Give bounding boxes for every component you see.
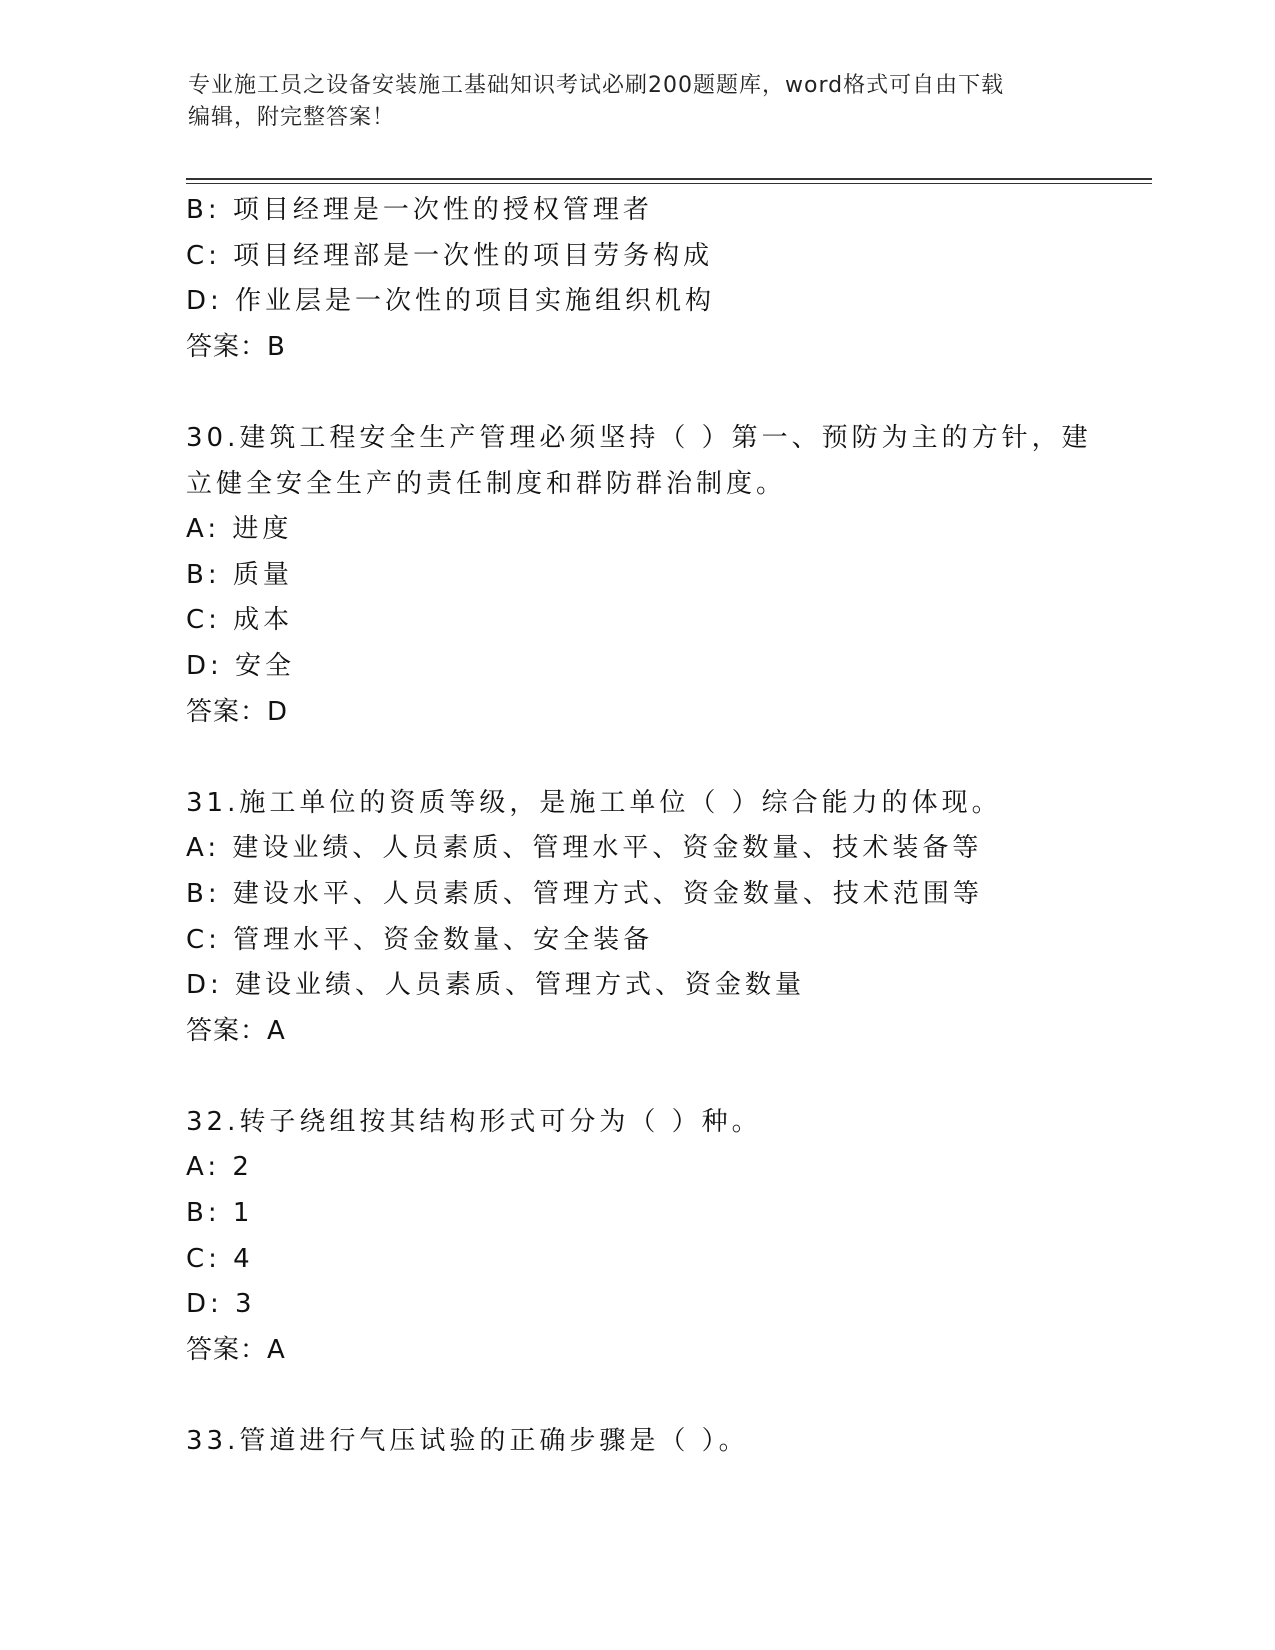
option-d: D: 作业层是一次性的项目实施组织机构 — [186, 286, 716, 317]
option-b: B: 项目经理是一次性的授权管理者 — [186, 195, 653, 225]
header-line-2: 编辑，附完整答案！ — [188, 105, 396, 130]
answer-line: 答案：D — [186, 696, 289, 727]
question-text-line: 32.转子绕组按其结构形式可分为（ ）种。 — [186, 1106, 762, 1137]
header-line-1: 专业施工员之设备安装施工基础知识考试必刷200题题库，word格式可自由下载 — [188, 73, 1005, 98]
header-divider-thick — [186, 178, 1152, 180]
option-b: B: 1 — [186, 1198, 254, 1229]
spacer — [186, 1373, 1086, 1419]
header-divider-thin — [186, 183, 1152, 184]
question-block-32 — [186, 1100, 1086, 1374]
question-block-29-tail — [186, 188, 1086, 370]
answer-line: 答案：A — [186, 1015, 286, 1046]
option-b: B: 质量 — [186, 559, 293, 590]
question-text-line: 31.施工单位的资质等级，是施工单位（ ）综合能力的体现。 — [186, 787, 1002, 818]
option-c: C: 管理水平、资金数量、安全装备 — [186, 924, 654, 955]
document-header — [188, 70, 1068, 134]
spacer — [186, 370, 1086, 416]
option-a: A: 建设业绩、人员素质、管理水平、资金数量、技术装备等 — [186, 833, 983, 864]
option-c: C: 成本 — [186, 605, 294, 636]
question-text-line: 33.管道进行气压试验的正确步骤是（ ）。 — [186, 1426, 749, 1457]
question-block-31 — [186, 781, 1086, 1055]
option-d: D: 建设业绩、人员素质、管理方式、资金数量 — [186, 970, 806, 1001]
question-list — [186, 188, 1092, 1465]
answer-line: 答案：A — [186, 1334, 286, 1365]
option-d: D: 3 — [186, 1289, 256, 1320]
option-d: D: 安全 — [186, 650, 296, 681]
spacer — [186, 735, 1086, 781]
option-c: C: 4 — [186, 1243, 254, 1274]
question-text-line: 30.建筑工程安全生产管理必须坚持（ ）第一、预防为主的方针，建 — [186, 422, 1092, 453]
answer-line: 答案：B — [186, 331, 286, 362]
option-a: A: 进度 — [186, 514, 293, 545]
question-text-line: 立健全安全生产的责任制度和群防群治制度。 — [186, 468, 787, 499]
spacer — [186, 1054, 1086, 1100]
option-b: B: 建设水平、人员素质、管理方式、资金数量、技术范围等 — [186, 878, 983, 909]
question-block-30 — [186, 416, 1092, 735]
option-c: C: 项目经理部是一次性的项目劳务构成 — [186, 240, 714, 271]
option-a: A: 2 — [186, 1152, 253, 1183]
question-block-33 — [186, 1419, 1086, 1465]
